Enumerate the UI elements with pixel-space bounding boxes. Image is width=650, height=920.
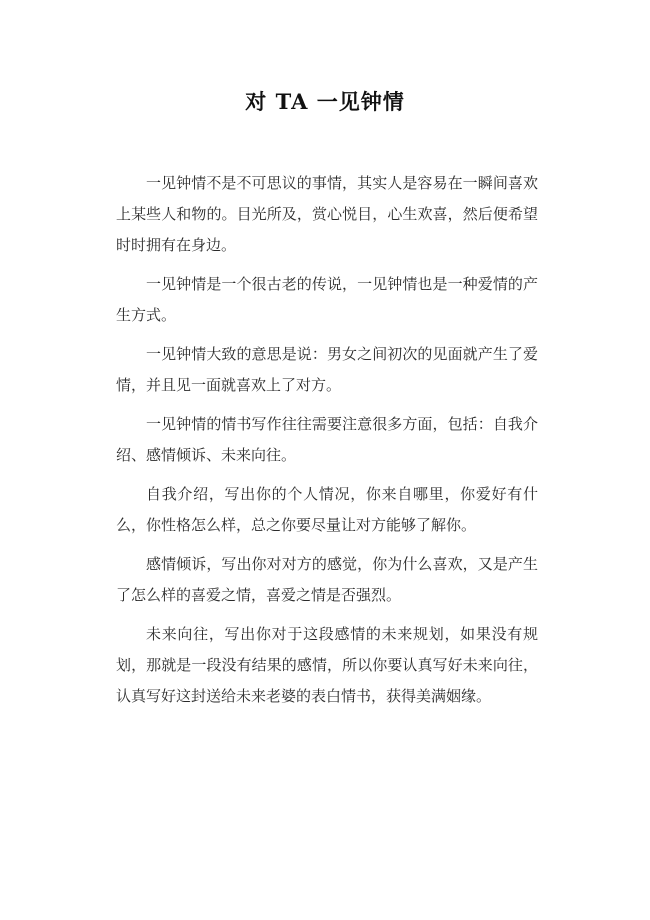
document-body: [116, 168, 538, 720]
paragraph: 感情倾诉，写出你对对方的感觉，你为什么喜欢，又是产生了怎么样的喜爱之情，喜爱之情是否强烈。: [116, 555, 538, 604]
paragraph: 一见钟情是一个很古老的传说，一见钟情也是一种爱情的产生方式。: [116, 275, 538, 324]
document-title: 对 TA 一见钟情: [245, 89, 405, 114]
paragraph: 自我介绍，写出你的个人情况，你来自哪里，你爱好有什么，你性格怎么样，总之你要尽量让对方能够了解你。: [116, 485, 538, 534]
paragraph: 一见钟情的情书写作往往需要注意很多方面，包括：自我介绍、感情倾诉、未来向往。: [116, 415, 538, 464]
paragraph: 一见钟情大致的意思是说：男女之间初次的见面就产生了爱情，并且见一面就喜欢上了对方。: [116, 345, 538, 394]
paragraph: 未来向往，写出你对于这段感情的未来规划，如果没有规划，那就是一段没有结果的感情，所以你要认真写好未来向往，认真写好这封送给未来老婆的表白情书，获得美满姻缘。: [116, 625, 538, 705]
paragraph: 一见钟情不是不可思议的事情，其实人是容易在一瞬间喜欢上某些人和物的。目光所及，赏心悦目，心生欢喜，然后便希望时时拥有在身边。: [116, 174, 538, 254]
